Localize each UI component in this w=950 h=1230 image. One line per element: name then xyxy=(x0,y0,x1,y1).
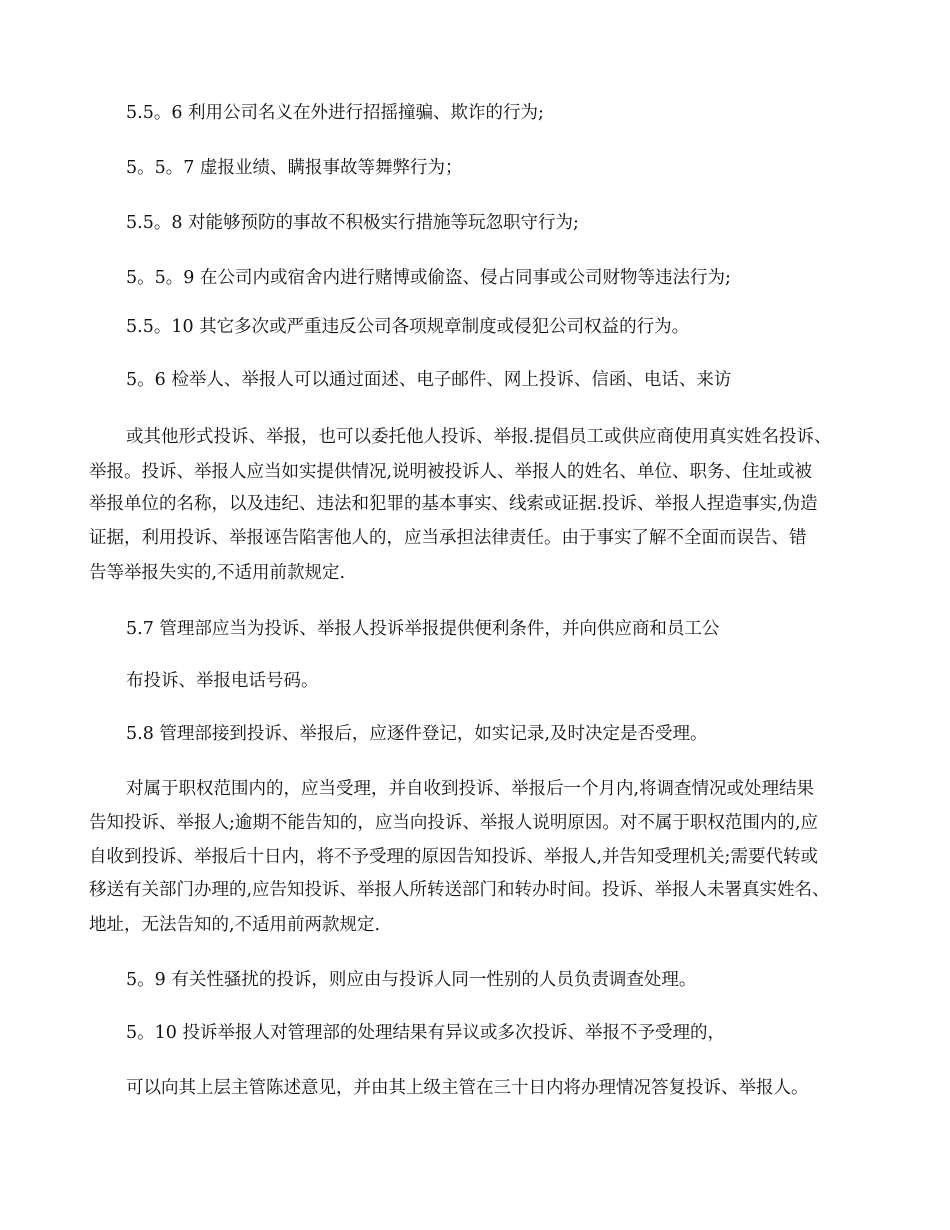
paragraph-5-7: 5.7 管理部应当为投诉、举报人投诉举报提供便利条件，并向供应商和员工公 xyxy=(126,619,720,639)
paragraph-5-10: 5。10 投诉举报人对管理部的处理结果有异议或多次投诉、举报不予受理的， xyxy=(126,1023,725,1043)
text-line: 或其他形式投诉、举报，也可以委托他人投诉、举报.提倡员工或供应商使用真实姓名投诉、 xyxy=(126,427,832,447)
text-line: 对属于职权范围内的，应当受理，并自收到投诉、举报后一个月内,将调查情况或处理结果 xyxy=(126,779,815,799)
paragraph-5-10-continued: 可以向其上层主管陈述意见，并由其上级主管在三十日内将办理情况答复投诉、举报人。 xyxy=(126,1078,809,1098)
paragraph-5-9: 5。9 有关性骚扰的投诉，则应由与投诉人同一性别的人员负责调查处理。 xyxy=(126,970,697,990)
paragraph-5-5-9: 5。5。9 在公司内或宿舍内进行赌博或偷盗、侵占同事或公司财物等违法行为; xyxy=(126,268,731,288)
paragraph-5-5-6: 5.5。6 利用公司名义在外进行招摇撞骗、欺诈的行为; xyxy=(126,103,544,123)
text-line: 自收到投诉、举报后十日内，将不予受理的原因告知投诉、举报人,并告知受理机关;需要代转或 xyxy=(89,847,818,867)
paragraph-5-5-10: 5.5。10 其它多次或严重违反公司各项规章制度或侵犯公司权益的行为。 xyxy=(126,317,690,337)
text-line: 告知投诉、举报人;逾期不能告知的，应当向投诉、举报人说明原因。对不属于职权范围内的,应 xyxy=(89,813,818,833)
paragraph-5-8: 5.8 管理部接到投诉、举报后，应逐件登记，如实记录,及时决定是否受理。 xyxy=(126,724,708,744)
paragraph-5-5-8: 5.5。8 对能够预防的事故不积极实行措施等玩忽职守行为; xyxy=(126,213,579,233)
paragraph-5-7-continued: 布投诉、举报电话号码。 xyxy=(126,671,319,691)
paragraph-5-6: 5。6 检举人、举报人可以通过面述、电子邮件、网上投诉、信函、电话、来访 xyxy=(126,370,732,390)
text-line: 地址，无法告知的,不适用前两款规定. xyxy=(89,915,381,935)
text-line: 告等举报失实的,不适用前款规定. xyxy=(89,563,346,583)
text-line: 移送有关部门办理的,应告知投诉、举报人所转送部门和转办时间。投诉、举报人未署真实姓名、 xyxy=(89,880,830,900)
text-line: 证据，利用投诉、举报诬告陷害他人的，应当承担法律责任。由于事实了解不全面而误告、错 xyxy=(89,528,807,548)
paragraph-5-5-7: 5。5。7 虚报业绩、瞒报事故等舞弊行为； xyxy=(126,158,463,178)
text-line: 举报单位的名称，以及违纪、违法和犯罪的基本事实、线索或证据.投诉、举报人捏造事实,伪造 xyxy=(89,494,818,514)
text-line: 举报。投诉、举报人应当如实提供情况,说明被投诉人、举报人的姓名、单位、职务、住址或被 xyxy=(89,462,813,482)
